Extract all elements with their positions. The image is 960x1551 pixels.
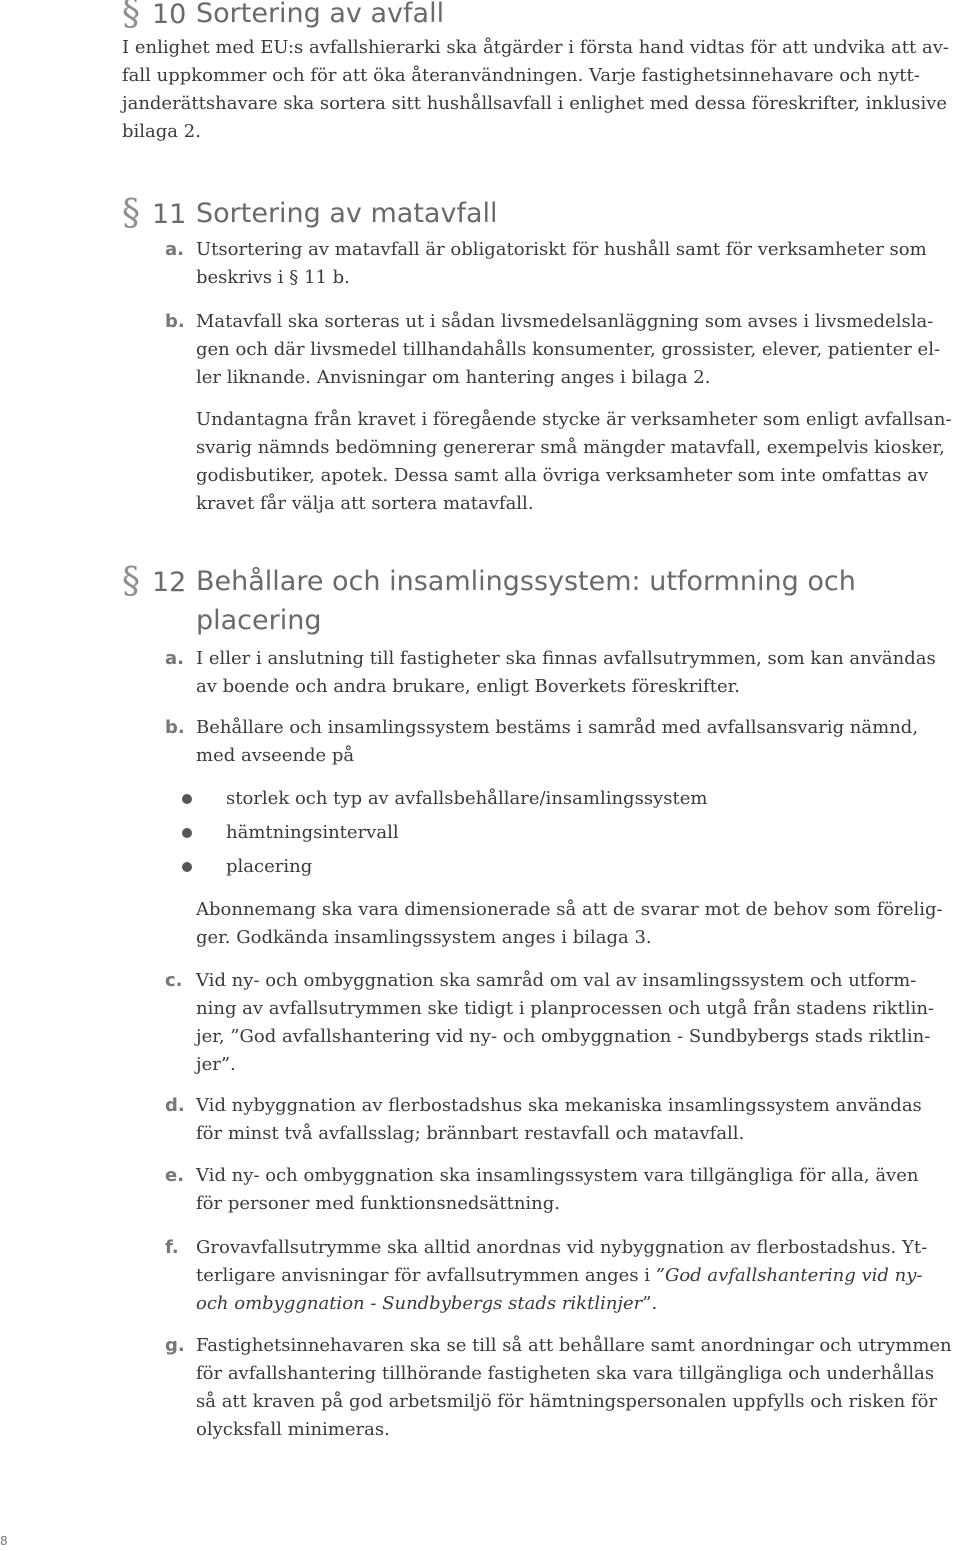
item-b-label: b. (165, 311, 185, 332)
section-12-item-d: Vid nybyggnation av flerbostadshus ska mekaniska insamlingssystem användas för minst två avfallsslag; brännbart restavfall och matavfall. (196, 1095, 922, 1144)
item-d-label: d. (165, 1095, 185, 1116)
section-12-item-a: I eller i anslutning till fastigheter ska finnas avfallsutrymmen, som kan användas av boende och andra brukare, enligt Boverkets föreskrifter. (196, 648, 936, 697)
item-e-label: e. (165, 1165, 185, 1186)
section-12-item-c: Vid ny- och ombyggnation ska samråd om val av insamlingssystem och utform- ning av avfallsutrymmen ske tidigt i planprocessen och utgå från stadens riktlin- jer, ”God avfallshantering vid ny- och ombyggnation - Sundbybergs stads riktlin- jer”. (196, 970, 935, 1075)
section-12-item-g: Fastighetsinnehavaren ska se till så att behållare samt anordningar och utrymmen för avfallshantering tillhörande fastigheten ska vara tillgängliga och underhållas så att kraven på god arbetsmiljö för hämtningspersonalen uppfylls och risken för olycksfall minimeras. (196, 1335, 952, 1440)
section-11-heading (122, 193, 498, 234)
section-title-line1: Behållare och insamlingssystem: utformning och (196, 566, 856, 597)
section-11-item-a: Utsortering av matavfall är obligatoriskt för hushåll samt för verksamheter som beskrivs i § 11 b. (196, 239, 927, 288)
section-symbol: § (122, 193, 140, 234)
bullet-list (180, 785, 707, 887)
section-title: Sortering av matavfall (196, 198, 498, 229)
section-11-item-b-exception: Undantagna från kravet i föregående stycke är verksamheter som enligt avfallsan- svarig nämnds bedömning genererar små mängder matavfall, exempelvis kiosker, godisbutiker, apotek. Dessa samt alla övriga verksamheter som inte omfattas av kravet får välja att sortera matavfall. (196, 409, 952, 514)
list-item: placering (180, 853, 707, 887)
section-12-item-b: Behållare och insamlingssystem bestäms i samråd med avfallsansvarig nämnd, med avseende på (196, 717, 919, 766)
item-a-label: a. (165, 648, 184, 669)
section-12-item-e: Vid ny- och ombyggnation ska insamlingssystem vara tillgängliga för alla, även för personer med funktionsnedsättning. (196, 1165, 919, 1214)
bullet-icon (182, 862, 192, 872)
item-f-label: f. (165, 1237, 179, 1258)
section-number: 12 (152, 567, 187, 598)
section-10-heading (122, 0, 445, 34)
section-title-line2: placering (196, 605, 322, 636)
bullet-icon (182, 794, 192, 804)
section-symbol: § (122, 561, 140, 602)
section-symbol: § (122, 0, 140, 34)
section-12-item-f: Grovavfallsutrymme ska alltid anordnas vid nybyggnation av flerbostadshus. Yt- terligare anvisningar för avfallsutrymmen anges i ”God avfallshantering vid ny- och ombyggnation - Sundbybergs stads riktlinjer”. (196, 1237, 928, 1314)
list-item: storlek och typ av avfallsbehållare/insamlingssystem (180, 785, 707, 819)
section-12-heading (122, 561, 856, 602)
item-b-label: b. (165, 717, 185, 738)
section-12-heading-line2 (196, 601, 322, 640)
section-number: 11 (152, 199, 187, 230)
section-11-item-b: Matavfall ska sorteras ut i sådan livsmedelsanläggning som avses i livsmedelsla- gen och där livsmedel tillhandahålls konsumenter, grossister, elever, patienter el- ler liknande. Anvisningar om hantering anges i bilaga 2. (196, 311, 941, 388)
item-g-label: g. (165, 1335, 185, 1356)
page-number: 8 (0, 1534, 8, 1548)
section-12-item-b-subscription: Abonnemang ska vara dimensionerade så att de svarar mot de behov som förelig- ger. Godkända insamlingssystem anges i bilaga 3. (196, 899, 943, 948)
section-title: Sortering av avfall (196, 0, 445, 29)
section-number: 10 (152, 0, 187, 30)
section-10-paragraph: I enlighet med EU:s avfallshierarki ska åtgärder i första hand vidtas för att undvika att av- fall uppkommer och för att öka återanvändningen. Varje fastighetsinnehavare och nytt- janderättshavare ska sortera sitt hushållsavfall i enlighet med dessa föreskrifter, inklusive bilaga 2. (122, 37, 949, 142)
item-a-label: a. (165, 239, 184, 260)
bullet-icon (182, 828, 192, 838)
list-item: hämtningsintervall (180, 819, 707, 853)
item-c-label: c. (165, 970, 183, 991)
